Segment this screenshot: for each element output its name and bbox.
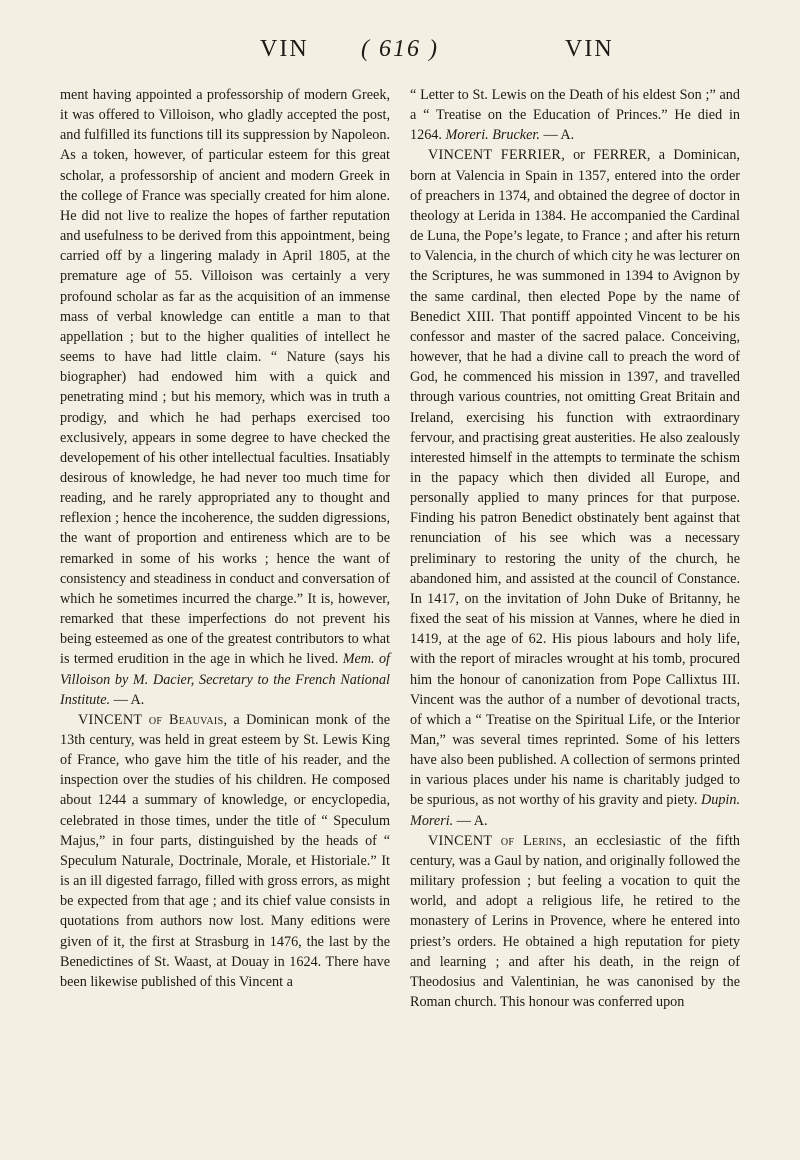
villoison-signoff: — A.: [110, 691, 145, 708]
vincent-beauvais-signoff: — A.: [539, 127, 575, 144]
page-header: [60, 30, 740, 70]
running-head-left: VIN: [260, 36, 309, 62]
entry-text-vincent-beauvais: , a Dominican monk of the 13th century, was held in great esteem by St. Lewis King of France, who gave him the title of his reader, and the inspection over the studies of his children. He composed about 1244 a summary of knowledge, or encyclopedia, celebrated in those times, under the title of “ Speculum Majus,” in four parts, distinguished by the heads of “ Speculum Naturale, Doctrinale, Morale, et Historiale.” It is an ill digested farrago, filled with gross errors, as might be expected from that age ; and its chief value consists in quotations from authors now lost. Many editions were given of it, the first at Strasburg in 1476, the last by the Benedictines of St. Waast, at Douay in 1624. There have been likewise published of this Vincent a: [60, 711, 390, 990]
entry-heading-vincent-beauvais: VINCENT of Beauvais: [78, 711, 224, 728]
entry-vincent-beauvais: [60, 710, 390, 992]
villoison-text: ment having appointed a professorship of modern Greek, it was offered to Villoison, who gladly accepted the post, and fulfilled its functions till its suppression by Napoleon. As a token, however, of particular esteem for this great scholar, a professorship of ancient and modern Greek in the college of France was specially created for him alone. He did not live to realize the hopes of farther reputation and usefulness to be derived from this appointment, being carried off by a lingering malady in April 1805, at the premature age of 55. Villoison was certainly a very profound scholar as far as the acquisition of an immense mass of verbal knowledge can entitle a man to that appellation ; but to the higher qualities of intellect he seems to have had little claim. “ Nature (says his biographer) had endowed him with a quick and penetrating mind ; but his memory, which was in truth a prodigy, and which he had perhaps exercised too exclusively, appears in some degree to have checked the developement of his other intellectual faculties. Insatiably desirous of knowledge, he had never too much time for reading, and he rarely appropriated any to thought and reflexion ; hence the incoherence, the sudden digressions, the want of proportion and entireness which are to be remarked in some of his works ; hence the want of consistency and steadiness in conduct and conversation of which he sometimes incurred the charge.” It is, however, remarked that these imperfections do not prevent his being esteemed as one of the greatest contributors to what is termed erudition in the age in which he lived.: [60, 87, 390, 668]
villoison-citation: Mem. of Villoison by M. Dacier, Secretary to the French National Institute.: [60, 651, 390, 708]
entry-vincent-ferrier: [410, 145, 740, 830]
entry-vincent-lerins: [410, 831, 740, 1012]
right-column: [410, 85, 740, 1012]
vincent-ferrier-citation: Dupin. Moreri.: [410, 792, 740, 829]
vincent-beauvais-citation: Moreri. Brucker.: [445, 127, 540, 144]
text-columns: [60, 85, 740, 1012]
entry-heading-vincent-ferrier: VINCENT FERRIER: [428, 147, 562, 164]
running-head-right: VIN: [565, 36, 614, 62]
left-column: [60, 85, 390, 1012]
entry-text-vincent-ferrier: , or FERRER, a Dominican, born at Valencia in Spain in 1357, entered into the order of preachers in 1374, and obtained the degree of doctor in theology at Lerida in 1384. He accompanied the Cardinal de Luna, the Pope’s legate, to France ; and after his return to Valencia, in the church of which city he was lecturer on the Scriptures, he was summoned in 1394 to Avignon by the same cardinal, then elected Pope by the name of Benedict XIII. That pontiff appointed Vincent to be his confessor and master of the sacred palace. Conceiving, however, that he had a divine call to preach the word of God, he commenced his mission in 1397, and travelled through various countries, not omitting Great Britain and Ireland, exercising his function with extraordinary fervour, and practising great austerities. He also zealously interested himself in the attempts to terminate the schism in the papacy which then divided all Europe, and personally applied to many princes for that purpose. Finding his patron Benedict obstinately bent against that renunciation of his see which was a necessary preliminary to restoring the unity of the church, he abandoned him, and assisted at the council of Constance. In 1417, on the invitation of John Duke of Britanny, he fixed the seat of his mission at Vannes, where he died in 1419, at the age of 62. His pious labours and holy life, with the report of miracles wrought at his tomb, procured him the honour of canonization from Pope Callixtus III. Vincent was the author of a number of devotional tracts, of which a “ Treatise on the Spiritual Life, or the Interior Man,” was several times reprinted. Some of his letters have also been published. A collection of sermons printed in various places under his name is charitably judged to be spurious, as not worthy of his gravity and piety.: [410, 147, 740, 809]
vincent-ferrier-signoff: — A.: [453, 812, 488, 829]
vincent-beauvais-text-cont: “ Letter to St. Lewis on the Death of his eldest Son ;” and a “ Treatise on the Education of Princes.” He died in 1264.: [410, 87, 740, 144]
entry-text-vincent-lerins: , an ecclesiastic of the fifth century, was a Gaul by nation, and originally followed the military profession ; but feeling a vocation to quit the world, and adopt a religious life, he retired to the monastery of Lerins in Provence, where he entered into priest’s orders. He obtained a high reputation for piety and learning ; and after his death, in the reign of Theodosius and Valentinian, he was canonised by the Roman church. This honour was conferred upon: [410, 832, 740, 1011]
vincent-beauvais-continued: [410, 85, 740, 145]
villoison-entry-continued: [60, 85, 390, 710]
entry-heading-vincent-lerins: VINCENT of Lerins: [428, 832, 563, 849]
page-number: ( 616 ): [361, 36, 439, 62]
